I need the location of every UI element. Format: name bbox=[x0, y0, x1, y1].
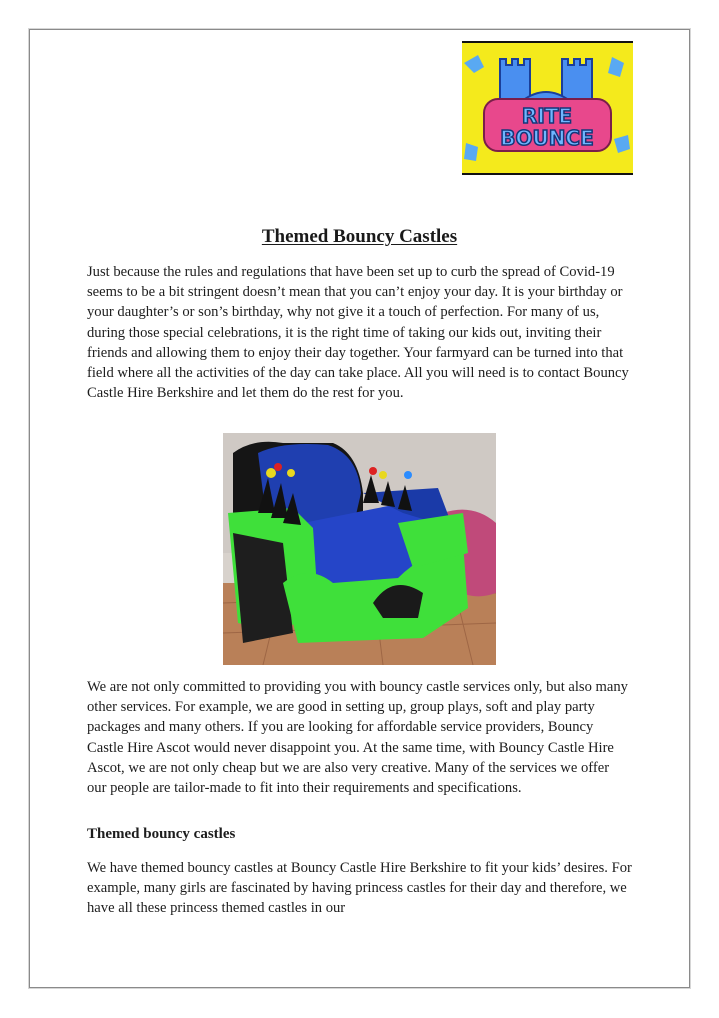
page-title bbox=[0, 226, 719, 248]
logo-line2: BOUNCE bbox=[500, 126, 594, 150]
intro-paragraph: Just because the rules and regulations that have been set up to curb the spread of Covid-19 seems to be a bit stringent doesn’t mean that you can’t enjoy your day. It is your birthday or your daughter’s or son’s birthday, why not give it a touch of perfection. For many of us, during those special celebrations, it is the right time of taking our kids out, inviting their friends and allowing them to enjoy their day together. Your farmyard can be turned into that field where all the activities of the day can take place. All you will need is to contact Bouncy Castle Hire Berkshire and let them do the rest for you. bbox=[87, 264, 629, 402]
section-heading: Themed bouncy castles bbox=[87, 826, 236, 842]
themed-paragraph: We have themed bouncy castles at Bouncy Castle Hire Berkshire to fit your kids’ desires. For example, many girls are fascinated by having princess castles for their day and therefore, we have all these princess themed castles in our bbox=[87, 860, 632, 917]
logo-line1: RITE bbox=[521, 104, 573, 128]
services-paragraph: We are not only committed to providing you with bouncy castle services only, but also many other services. For example, we are good in setting up, group plays, soft and play party packages and many others. If you are looking for affordable service providers, Bouncy Castle Hire Ascot would never disappoint you. At the same time, with Bouncy Castle Hire Ascot, we are not only cheap but we are also very creative. Many of the services we offer our people are tailor-made to fit into their requirements and specifications. bbox=[87, 679, 628, 797]
bouncy-castle-photo bbox=[223, 433, 496, 665]
page-title-text: Themed Bouncy Castles bbox=[261, 226, 458, 247]
rite-bounce-logo bbox=[462, 41, 633, 175]
